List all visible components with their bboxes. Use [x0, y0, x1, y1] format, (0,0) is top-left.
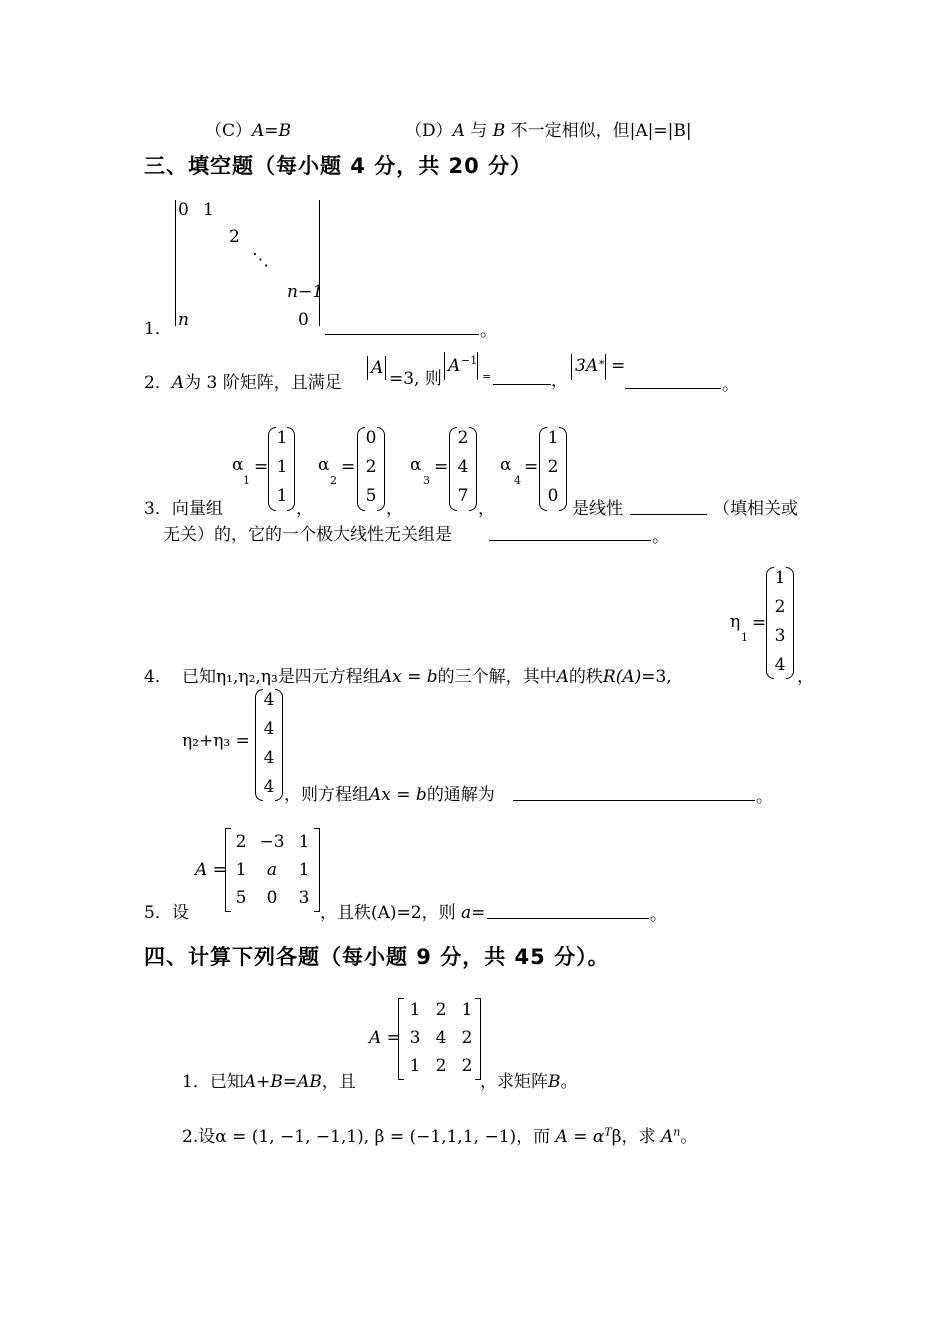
q3-eq-3: =: [434, 457, 449, 477]
q4-line: [182, 662, 672, 687]
q2-answer-blank-1[interactable]: [493, 366, 551, 385]
q2-text: 为 3 阶矩阵，且满足: [184, 373, 342, 393]
option-d-mid: 与: [464, 121, 493, 141]
c1-m02: 1: [461, 1000, 473, 1020]
q4-axb: Ax = b: [379, 667, 438, 687]
q2-inv-right: [477, 352, 478, 380]
q2-eq3: =3, 则: [389, 369, 442, 389]
q1-number: 1．: [144, 319, 172, 339]
q3-v2-rparen: [377, 427, 385, 511]
c1-m20: 1: [409, 1056, 421, 1076]
c2-n-sup: n: [673, 1125, 681, 1139]
q2-3a-left: [571, 354, 572, 380]
q2-comma: ，: [551, 371, 568, 391]
q5-a-label: A =: [195, 860, 227, 880]
q4-eta1-rparen: [786, 567, 794, 679]
q3-number: 3．向量组: [144, 499, 223, 519]
q2-end: 。: [722, 375, 739, 395]
option-d: [405, 116, 692, 141]
q3-alpha-1-sub: 1: [243, 474, 250, 487]
option-c-label: （C）: [205, 121, 253, 141]
c1-m12: 2: [461, 1028, 473, 1048]
q3-eq-2: =: [341, 457, 356, 477]
section4-heading: 四、计算下列各题（每小题 9 分，共 45 分）。: [144, 945, 610, 969]
q4-axb2: Ax = b: [369, 785, 427, 805]
q3-v1-rparen: [287, 427, 295, 511]
q2-det-a: A: [371, 358, 384, 378]
q1-cell-last: 0: [298, 310, 309, 330]
q4-end: 。: [756, 787, 773, 807]
c2-text2: ，求: [621, 1127, 656, 1147]
q5-var-a: a: [461, 903, 472, 923]
c2-t-sup: T: [604, 1125, 612, 1139]
c2-a-def: A = α: [555, 1127, 605, 1147]
q3-text-after: 是线性: [572, 499, 623, 519]
q3-v2: 0 2 5: [365, 428, 377, 506]
option-c-text: A=B: [252, 121, 292, 141]
q1-answer-blank[interactable]: [325, 316, 479, 335]
option-d-var-b: B: [492, 121, 506, 141]
q4-eta1-eq: =: [752, 613, 767, 633]
q2-eq: =: [482, 370, 492, 383]
c2-beta-def: β = (−1,1,1, −1): [374, 1127, 517, 1147]
q5-answer-blank[interactable]: [487, 900, 649, 919]
c1-m00: 1: [409, 1000, 421, 1020]
q5-eq: =: [471, 903, 486, 923]
q4-number: 4．: [144, 667, 172, 687]
q1-end: 。: [480, 321, 497, 341]
q4-comma: ，: [797, 667, 814, 687]
q4-text7: 的通解为: [426, 785, 495, 805]
q4-eta1-vec: 1 2 3 4: [774, 568, 786, 675]
q3-alpha-2: α: [318, 455, 330, 475]
q5-m20: 5: [235, 888, 247, 908]
q5-m10: 1: [235, 860, 247, 880]
q5-text1: ，且秩(A)=2，则: [320, 903, 462, 923]
q5-m12: 1: [298, 860, 310, 880]
q3-v4: 1 2 0: [547, 428, 559, 506]
c1-m22: 2: [461, 1056, 473, 1076]
q4-answer-blank[interactable]: [513, 782, 755, 801]
section3-heading: 三、填空题（每小题 4 分，共 20 分）: [144, 154, 533, 178]
c1-tail: [480, 1067, 578, 1092]
q2-answer-blank-2[interactable]: [625, 366, 721, 389]
q3-comma-3: ，: [478, 499, 495, 519]
c1-eq: A+B=AB: [243, 1072, 322, 1092]
c2-end: 。: [680, 1127, 698, 1147]
q4-text4: 的秩: [568, 667, 603, 687]
q3-line2: 无关）的，它的一个极大线性无关组是: [163, 525, 452, 545]
q1-cell-n: n: [178, 310, 189, 330]
q4-eta1-sub: 1: [741, 631, 748, 644]
q3-comma-2: ，: [386, 499, 403, 519]
q5-m02: 1: [298, 832, 310, 852]
c1-text1: ，且: [321, 1072, 356, 1092]
c2-number: 2.设: [182, 1127, 216, 1147]
q3-end: 。: [652, 527, 669, 547]
q3-eq-4: =: [524, 457, 539, 477]
q4-var-a: A: [556, 667, 569, 687]
c1-text2: ，求矩阵: [480, 1072, 548, 1092]
c2-var-a: A: [660, 1127, 674, 1147]
q1-cell-12: 2: [229, 227, 240, 247]
q3-hint: （填相关或: [713, 499, 798, 519]
c1-m21: 2: [435, 1056, 447, 1076]
q2-inv-a: A: [448, 356, 461, 376]
q4-eta23-vec: 4 4 4 4: [263, 690, 275, 797]
q4-text2: 是四元方程组: [277, 667, 380, 687]
q4-eta23-rparen: [275, 689, 283, 801]
q1-cell-01: 1: [203, 200, 214, 220]
q2-number: 2．: [144, 373, 172, 393]
q5-m11: a: [266, 860, 278, 880]
q4-text6: ，则方程组: [284, 785, 369, 805]
q4-rank: R(A): [602, 667, 642, 687]
q2-3a-right: [605, 354, 606, 380]
q2-det-left: [367, 356, 368, 380]
q3-alpha-2-sub: 2: [330, 474, 337, 487]
q5-number: 5．设: [144, 903, 189, 923]
q2-eq2: =: [611, 356, 626, 376]
c1-a-label: A =: [369, 1028, 401, 1048]
q3-comma-1: ，: [296, 499, 313, 519]
c2-alpha-def: α = (1, −1, −1,1),: [215, 1127, 370, 1147]
q1-cell-n-1: n−1: [287, 282, 324, 302]
q4-text3: 的三个解，其中: [437, 667, 557, 687]
q1-left-bar: [175, 200, 176, 326]
q3-eq-1: =: [254, 457, 269, 477]
q3-answer-blank-1[interactable]: [630, 496, 707, 515]
q2-inv-sup: −1: [461, 354, 478, 367]
q3-v1: 1 1 1: [276, 428, 288, 506]
q2-3a: 3A: [575, 356, 599, 376]
option-c: [205, 116, 291, 141]
c1-m10: 3: [409, 1028, 421, 1048]
q2-star: *: [599, 358, 605, 371]
c1-m01: 2: [435, 1000, 447, 1020]
q4-line2: [284, 780, 495, 805]
q2-var-a: A: [171, 373, 185, 393]
c1-line: [182, 1067, 356, 1092]
q3-alpha-4: α: [500, 455, 512, 475]
q2-inv-left: [444, 352, 445, 380]
q3-v3-rparen: [469, 427, 477, 511]
q5-end: 。: [650, 905, 667, 925]
q5-text: [320, 898, 485, 923]
q3-v3: 2 4 7: [457, 428, 469, 506]
q3-alpha-3-sub: 3: [423, 474, 430, 487]
q5-m21: 0: [266, 888, 278, 908]
q1-right-bar: [319, 200, 320, 326]
c1-var-b: B: [548, 1072, 561, 1092]
q2-line: [144, 368, 342, 393]
q4-eta-list: η₁,η₂,η₃: [216, 667, 278, 687]
q3-alpha-3: α: [410, 455, 422, 475]
q1-cell-00: 0: [178, 200, 189, 220]
q2-det-right: [385, 356, 386, 380]
option-d-var-a: A: [452, 121, 465, 141]
c1-end: 。: [560, 1072, 578, 1092]
c2-text1: ，而: [516, 1127, 551, 1147]
q4-eta1-label: η: [730, 612, 741, 632]
q5-m01: −3: [259, 832, 285, 852]
c1-m11: 4: [435, 1028, 447, 1048]
c2-beta: β: [611, 1127, 622, 1147]
q4-text5: =3,: [641, 667, 672, 687]
q4-text1: 已知: [182, 667, 216, 687]
q3-answer-blank-2[interactable]: [489, 522, 651, 541]
q1-dots: ⋱: [252, 250, 269, 270]
option-d-label: （D）: [405, 121, 453, 141]
c1-number: 1．已知: [182, 1072, 244, 1092]
c2-line: [182, 1122, 697, 1147]
q5-m22: 3: [298, 888, 310, 908]
q5-m00: 2: [235, 832, 247, 852]
q3-alpha-1: α: [232, 455, 244, 475]
option-d-rest: 不一定相似，但|A|=|B|: [505, 121, 692, 141]
q3-v4-rparen: [559, 427, 567, 511]
q4-eta23-label: η₂+η₃ =: [182, 731, 250, 751]
q3-alpha-4-sub: 4: [514, 474, 521, 487]
